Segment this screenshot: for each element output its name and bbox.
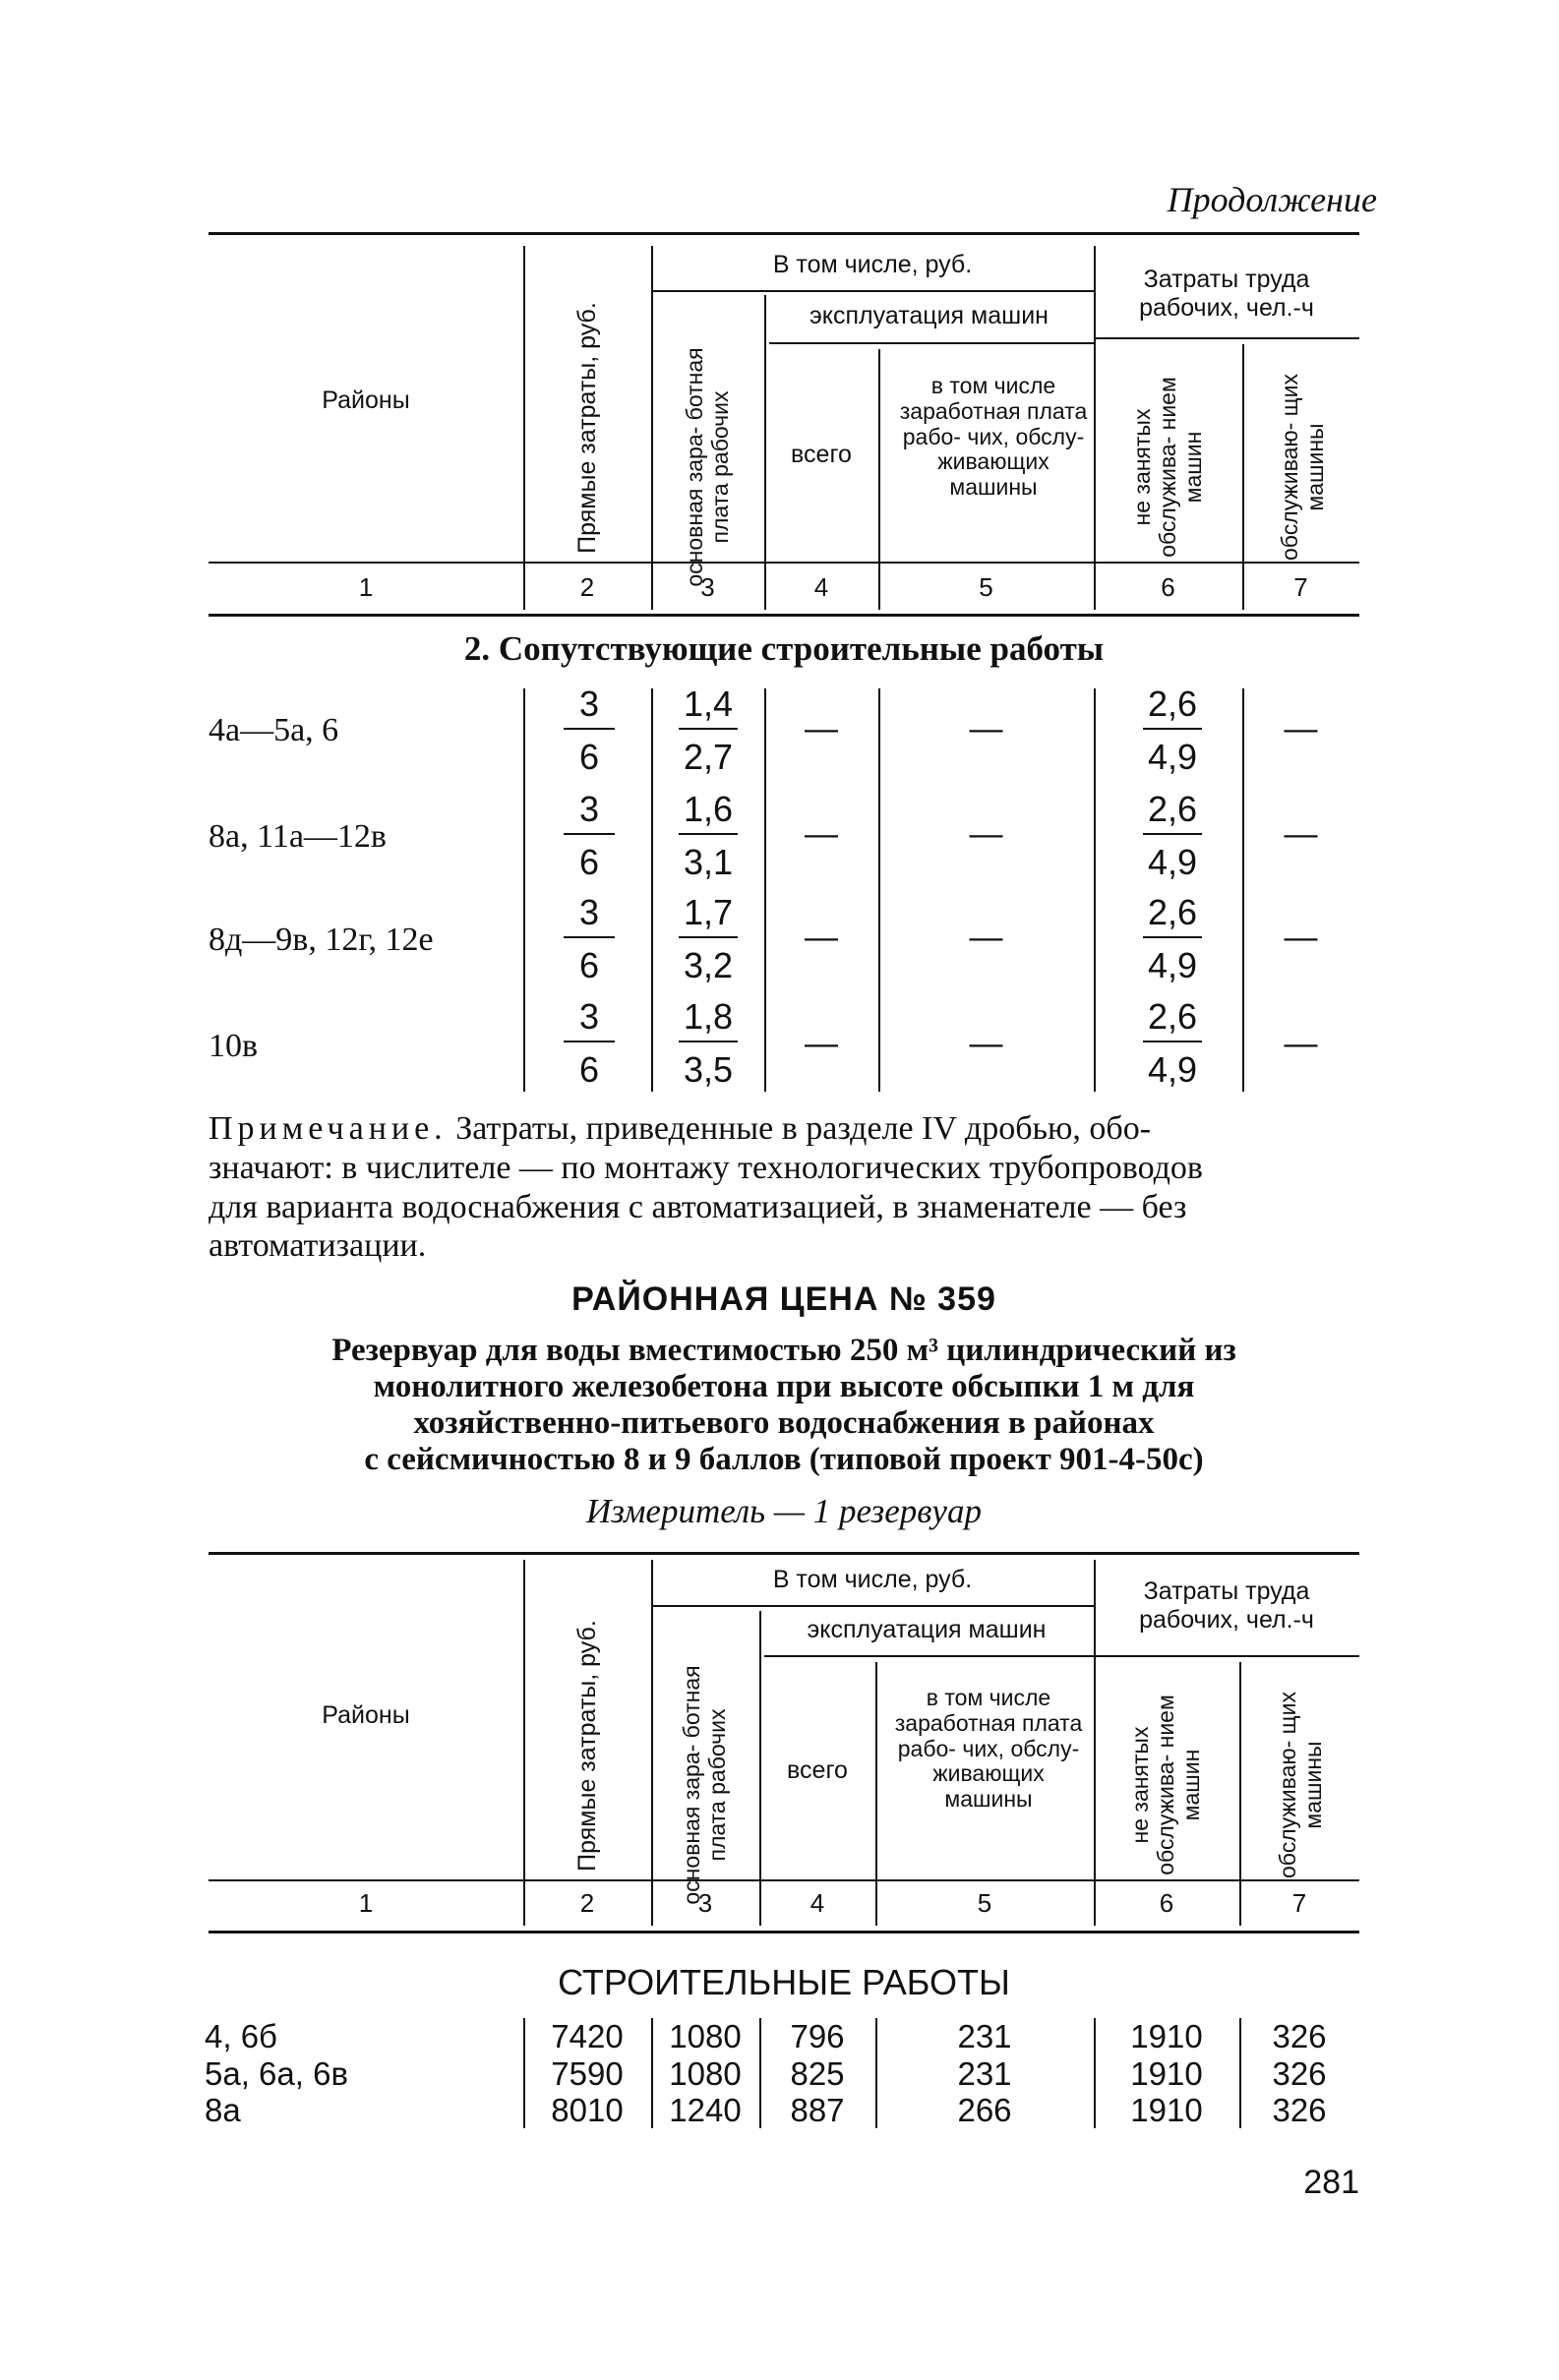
note-paragraph <box>209 1109 1359 1266</box>
price-description <box>209 1333 1359 1478</box>
labor-cell: 1910 <box>1130 2018 1203 2054</box>
direct-cell: 8010 <box>551 2092 624 2128</box>
labor-cell: 1910 <box>1130 2055 1203 2092</box>
header-incl-wage: в том числе заработная плата рабо- чих, обслу- живающих машины <box>899 373 1088 500</box>
incl-wage-cell: 266 <box>957 2092 1012 2128</box>
machine-labor-cell: 326 <box>1272 2018 1327 2054</box>
price-desc-line-3: хозяйственно-питьевого водоснабжения в районах <box>413 1404 1155 1441</box>
col-num-1: 1 <box>358 572 374 602</box>
wage-fraction: 1,4 2,7 <box>679 686 738 775</box>
header-region: Районы <box>322 387 410 414</box>
machine-labor-cell: — <box>1284 1025 1318 1062</box>
col-num-6: 6 <box>1159 1888 1174 1918</box>
wage-fraction: 1,6 3,1 <box>679 792 738 880</box>
header-machine-serving: обслуживаю- щих машины <box>1277 374 1328 561</box>
header-machine-serving: обслуживаю- щих машины <box>1275 1692 1326 1878</box>
note-lead: Примечание. <box>209 1110 448 1147</box>
region-cell: 8а, 11а—12в <box>209 818 387 855</box>
note-line-3: для варианта водоснабжения с автоматизацией, в знаменателе — без <box>209 1188 1187 1225</box>
header-incl-wage: в том числе заработная плата рабо- чих, обслу- живающих машины <box>894 1685 1083 1812</box>
incl-wage-cell: 231 <box>957 2055 1012 2092</box>
direct-fraction: 3 6 <box>564 895 615 983</box>
header-direct-costs: Прямые затраты, руб. <box>572 1620 601 1872</box>
col-num-7: 7 <box>1293 572 1308 602</box>
header-region: Районы <box>322 1701 410 1729</box>
col-num-3: 3 <box>697 1888 713 1918</box>
price-heading: РАЙОННАЯ ЦЕНА № 359 <box>571 1280 996 1318</box>
total-cell: — <box>805 710 838 747</box>
price-desc-line-2: монолитного железобетона при высоте обсыпки 1 м для <box>373 1368 1195 1404</box>
region-cell: 8а <box>205 2092 241 2128</box>
col-num-6: 6 <box>1161 572 1175 602</box>
note-line-4: автоматизации. <box>209 1227 427 1265</box>
header-including: В том числе, руб. <box>772 1566 973 1593</box>
machine-labor-cell: — <box>1284 919 1318 956</box>
section-2-title: СТРОИТЕЛЬНЫЕ РАБОТЫ <box>558 1962 1010 2002</box>
region-cell: 10в <box>209 1028 259 1064</box>
continuation-label: Продолжение <box>1167 180 1377 219</box>
machine-labor-cell: — <box>1284 710 1318 747</box>
price-desc-line-4: с сейсмичностью 8 и 9 баллов (типовой проект 901-4-50с) <box>364 1441 1204 1477</box>
region-cell: 4, 6б <box>205 2018 277 2054</box>
col-num-5: 5 <box>979 572 993 602</box>
total-cell: — <box>805 1025 838 1062</box>
header-including: В том числе, руб. <box>772 251 973 278</box>
total-cell: — <box>805 815 838 853</box>
section-1-title: 2. Сопутствующие строительные работы <box>463 629 1105 668</box>
price-desc-line-1: Резервуар для воды вместимостью 250 м³ цилиндрический из <box>331 1333 1236 1368</box>
wage-cell: 1240 <box>669 2092 742 2128</box>
col-num-2: 2 <box>579 572 595 602</box>
region-cell: 4а—5а, 6 <box>209 712 339 748</box>
incl-wage-cell: — <box>969 1025 1003 1062</box>
machine-labor-cell: 326 <box>1272 2055 1327 2092</box>
machine-labor-cell: — <box>1284 815 1318 853</box>
incl-wage-cell: — <box>969 919 1003 956</box>
col-num-1: 1 <box>358 1888 374 1918</box>
header-machine-operation: эксплуатация машин <box>809 302 1049 329</box>
wage-cell: 1080 <box>669 2018 742 2054</box>
col-num-5: 5 <box>977 1888 992 1918</box>
machine-labor-cell: 326 <box>1272 2092 1327 2128</box>
labor-fraction: 2,6 4,9 <box>1143 895 1202 983</box>
header-labor: Затраты труда рабочих, чел.-ч <box>1139 1577 1314 1634</box>
total-cell: 887 <box>790 2092 845 2128</box>
wage-cell: 1080 <box>669 2055 742 2092</box>
header-labor: Затраты труда рабочих, чел.-ч <box>1139 266 1314 322</box>
header-direct-costs: Прямые затраты, руб. <box>572 302 601 554</box>
labor-fraction: 2,6 4,9 <box>1143 792 1202 880</box>
total-cell: 796 <box>790 2018 845 2054</box>
direct-cell: 7420 <box>551 2018 624 2054</box>
page-number: 281 <box>1303 2164 1359 2201</box>
note-line-1: Примечание. Затраты, приведенные в разделе IV дробью, обо- <box>209 1110 1152 1147</box>
measure-unit: Измеритель — 1 резервуар <box>586 1492 982 1530</box>
region-cell: 8д—9в, 12г, 12е <box>209 922 434 958</box>
wage-fraction: 1,7 3,2 <box>679 895 738 983</box>
col-num-4: 4 <box>813 572 829 602</box>
total-cell: — <box>805 919 838 956</box>
labor-fraction: 2,6 4,9 <box>1143 686 1202 775</box>
region-cell: 5а, 6а, 6в <box>205 2055 348 2092</box>
col-num-7: 7 <box>1291 1888 1307 1918</box>
incl-wage-cell: — <box>969 815 1003 853</box>
incl-wage-cell: 231 <box>957 2018 1012 2054</box>
header-total: всего <box>787 1756 848 1784</box>
direct-fraction: 3 6 <box>564 686 615 775</box>
col-num-3: 3 <box>700 572 715 602</box>
labor-fraction: 2,6 4,9 <box>1143 999 1202 1088</box>
wage-fraction: 1,8 3,5 <box>679 999 738 1088</box>
header-base-wage: основная зара- ботная плата рабочих <box>682 347 733 587</box>
direct-fraction: 3 6 <box>564 792 615 880</box>
header-machine-operation: эксплуатация машин <box>807 1616 1047 1643</box>
col-num-2: 2 <box>579 1888 595 1918</box>
header-not-machine: не занятых обслужива- нием машин <box>1127 1695 1204 1875</box>
header-base-wage: основная зара- ботная плата рабочих <box>679 1665 730 1905</box>
direct-cell: 7590 <box>551 2055 624 2092</box>
header-not-machine: не занятых обслужива- нием машин <box>1129 377 1206 558</box>
direct-fraction: 3 6 <box>564 999 615 1088</box>
note-line-2: значают: в числителе — по монтажу технологических трубопроводов <box>209 1149 1203 1186</box>
labor-cell: 1910 <box>1130 2092 1203 2128</box>
col-num-4: 4 <box>809 1888 825 1918</box>
incl-wage-cell: — <box>969 710 1003 747</box>
total-cell: 825 <box>790 2055 845 2092</box>
header-total: всего <box>791 441 852 468</box>
